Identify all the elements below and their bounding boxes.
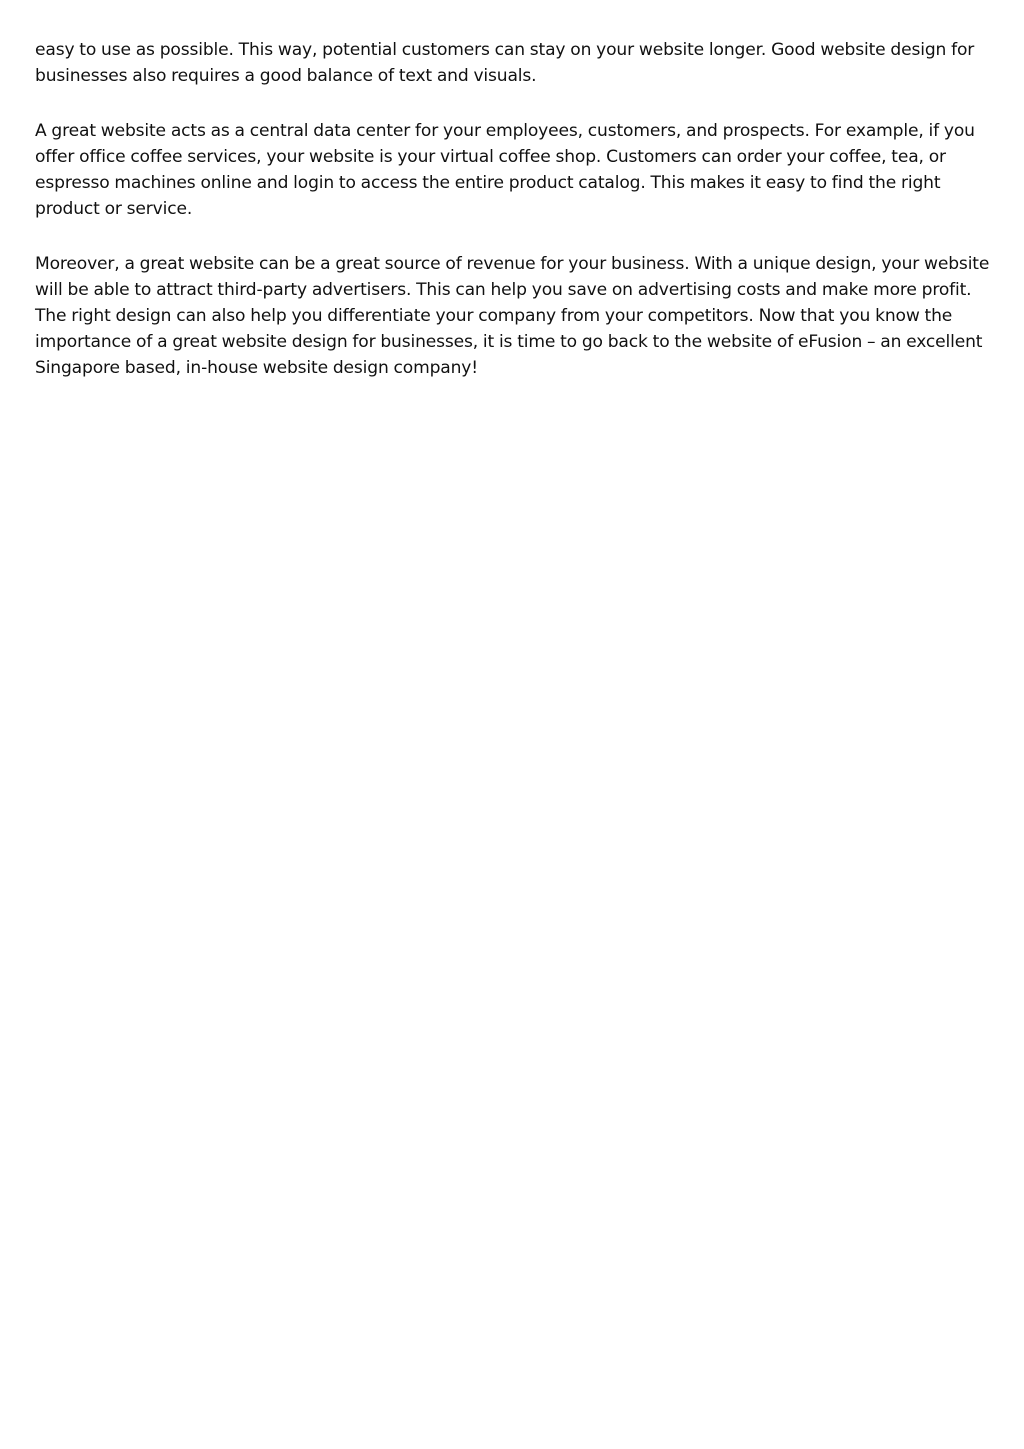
paragraph-1: easy to use as possible. This way, potential customers can stay on your website longer. Good website design for businesses also requires a good balance of text and visuals.	[35, 40, 975, 86]
paragraph-2: A great website acts as a central data center for your employees, customers, and prospects. For example, if you offer office coffee services, your website is your virtual coffee shop. Customers can order your coffee, tea, or espresso machines online and login to access the entire product catalog. This makes it easy to find the right product or service.	[35, 121, 975, 219]
document-body	[35, 37, 991, 410]
paragraph-3: Moreover, a great website can be a great source of revenue for your business. With a unique design, your website will be able to attract third-party advertisers. This can help you save on advertising costs and make more profit. The right design can also help you differentiate your company from your competitors. Now that you know the importance of a great website design for businesses, it is time to go back to the website of eFusion – an excellent Singapore based, in-house website design company!	[35, 254, 990, 378]
